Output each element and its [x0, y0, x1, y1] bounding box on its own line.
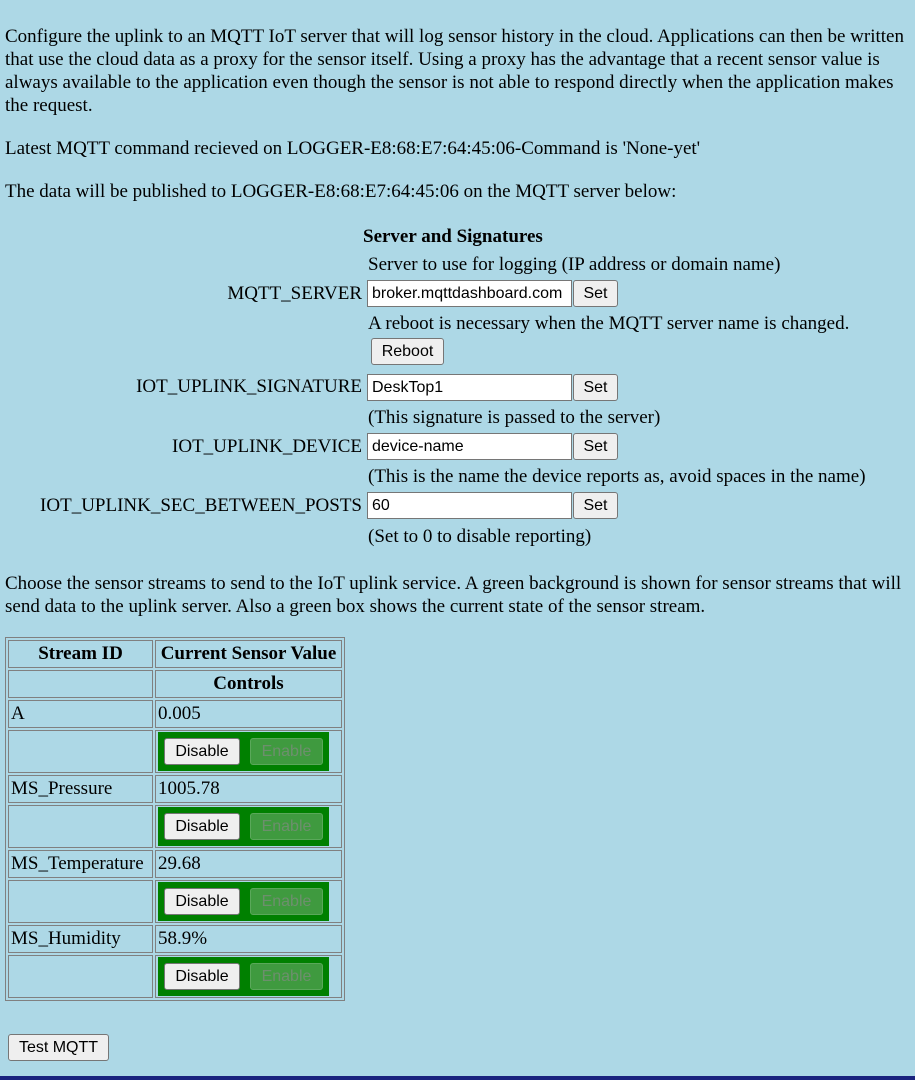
sec-between-posts-label: IOT_UPLINK_SEC_BETWEEN_POSTS [40, 495, 362, 516]
table-row [8, 925, 342, 953]
col-stream-id: Stream ID [8, 640, 153, 668]
reboot-button[interactable]: Reboot [371, 338, 444, 365]
table-row [8, 775, 342, 803]
signature-note: (This signature is passed to the server) [368, 407, 661, 428]
sec-between-posts-input[interactable] [367, 492, 572, 519]
device-note: (This is the name the device reports as, avoid spaces in the name) [368, 466, 866, 487]
stream-value: 1005.78 [155, 775, 342, 803]
stream-id: MS_Temperature [8, 850, 153, 878]
table-row-controls [8, 955, 342, 998]
signature-label: IOT_UPLINK_SIGNATURE [136, 376, 362, 397]
mqtt-server-set-button[interactable]: Set [573, 280, 618, 307]
stream-active-box [158, 807, 329, 846]
stream-active-box [158, 882, 329, 921]
table-header-row [8, 640, 342, 668]
enable-button[interactable]: Enable [250, 813, 323, 840]
stream-id: A [8, 700, 153, 728]
col-current-value: Current Sensor Value [155, 640, 342, 668]
test-mqtt-button[interactable]: Test MQTT [8, 1034, 109, 1061]
table-header-row [8, 670, 342, 698]
stream-active-box [158, 732, 329, 771]
disable-button[interactable]: Disable [164, 963, 240, 990]
signature-set-button[interactable]: Set [573, 374, 618, 401]
device-label: IOT_UPLINK_DEVICE [172, 436, 362, 457]
intro-text: Configure the uplink to an MQTT IoT server that will log sensor history in the cloud. Applications can then be written that use the cloud data as a proxy for the sensor itself. Using a proxy has the advantage that a recent sensor value is always available to the application even though the sensor is not able to respond directly when the application makes the request. [5, 26, 904, 116]
server-heading: Server and Signatures [363, 226, 543, 247]
choose-streams-text: Choose the sensor streams to send to the IoT uplink service. A green background is shown for sensor streams that will send data to the uplink server. Also a green box shows the current state of the sensor stream. [5, 573, 902, 617]
stream-value: 58.9% [155, 925, 342, 953]
stream-id: MS_Pressure [8, 775, 153, 803]
stream-id: MS_Humidity [8, 925, 153, 953]
disable-button[interactable]: Disable [164, 738, 240, 765]
device-set-button[interactable]: Set [573, 433, 618, 460]
table-row-controls [8, 805, 342, 848]
streams-table [5, 637, 345, 1001]
stream-value: 0.005 [155, 700, 342, 728]
col-empty [8, 670, 153, 698]
publish-target-text: The data will be published to LOGGER-E8:68:E7:64:45:06 on the MQTT server below: [5, 181, 677, 202]
mqtt-server-input[interactable] [367, 280, 572, 307]
stream-value: 29.68 [155, 850, 342, 878]
mqtt-server-hint: Server to use for logging (IP address or domain name) [368, 254, 781, 275]
footer-bar [0, 1076, 915, 1080]
stream-active-box [158, 957, 329, 996]
enable-button[interactable]: Enable [250, 888, 323, 915]
enable-button[interactable]: Enable [250, 963, 323, 990]
table-row [8, 700, 342, 728]
mqtt-server-label: MQTT_SERVER [227, 283, 362, 304]
device-input[interactable] [367, 433, 572, 460]
table-row-controls [8, 730, 342, 773]
disable-button[interactable]: Disable [164, 888, 240, 915]
enable-button[interactable]: Enable [250, 738, 323, 765]
table-row [8, 850, 342, 878]
signature-input[interactable] [367, 374, 572, 401]
col-controls: Controls [155, 670, 342, 698]
latest-command-text: Latest MQTT command recieved on LOGGER-E8:68:E7:64:45:06-Command is 'None-yet' [5, 138, 701, 159]
sec-between-posts-set-button[interactable]: Set [573, 492, 618, 519]
reboot-note: A reboot is necessary when the MQTT server name is changed. [368, 313, 850, 334]
table-row-controls [8, 880, 342, 923]
disable-button[interactable]: Disable [164, 813, 240, 840]
sec-between-posts-note: (Set to 0 to disable reporting) [368, 526, 592, 547]
